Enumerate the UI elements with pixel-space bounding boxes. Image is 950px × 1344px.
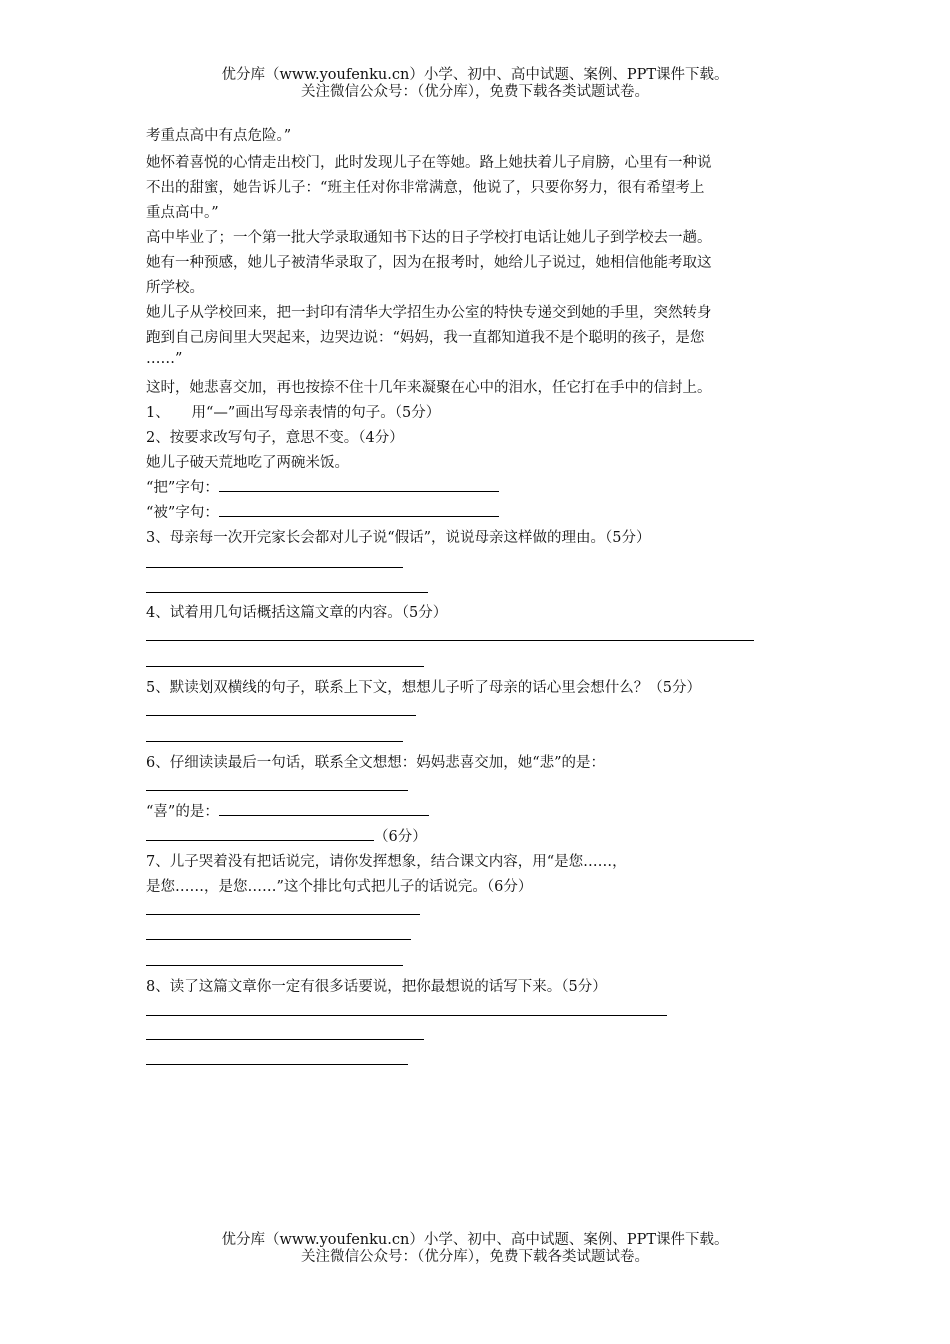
answer-line[interactable]	[146, 640, 754, 641]
bei-label: “被”字句：	[146, 505, 219, 521]
passage-line: 她怀着喜悦的心情走出校门，此时发现儿子在等她。路上她扶着儿子肩膀，心里有一种说	[146, 155, 712, 171]
answer-line[interactable]	[146, 1064, 408, 1065]
ba-answer-blank[interactable]	[219, 477, 499, 492]
footer-line-1: 优分库（www.youfenku.cn）小学、初中、高中试题、案例、PPT课件下载。	[221, 1232, 729, 1248]
footer-line-2: 关注微信公众号：（优分库），免费下载各类试题试卷。	[301, 1249, 649, 1265]
answer-line[interactable]	[146, 790, 408, 791]
passage-line: 不出的甜蜜，她告诉儿子：“班主任对你非常满意，他说了，只要你努力，很有希望考上	[146, 180, 705, 196]
answer-blank[interactable]	[146, 826, 374, 841]
header-line-1: 优分库（www.youfenku.cn）小学、初中、高中试题、案例、PPT课件下载。	[221, 67, 729, 83]
answer-line[interactable]	[146, 939, 411, 940]
question-1: 1、 用“—”画出写母亲表情的句子。（5分）	[146, 405, 441, 421]
question-7-line-2: 是您……，是您……”这个排比句式把儿子的话说完。（6分）	[146, 879, 533, 895]
xi-answer-blank[interactable]	[219, 801, 429, 816]
passage-line: 考重点高中有点危险。”	[146, 128, 292, 144]
bei-answer-blank[interactable]	[219, 502, 499, 517]
header-line-2: 关注微信公众号：（优分库），免费下载各类试题试卷。	[301, 84, 649, 100]
answer-line[interactable]	[146, 592, 428, 593]
ba-label: “把”字句：	[146, 480, 219, 496]
question-2-sentence: 她儿子破天荒地吃了两碗米饭。	[146, 455, 349, 471]
page-footer	[0, 1232, 950, 1266]
answer-line[interactable]	[146, 741, 403, 742]
answer-line[interactable]	[146, 715, 416, 716]
answer-line[interactable]	[146, 666, 424, 667]
q6-score: （6分）	[374, 829, 427, 845]
passage-line: 重点高中。”	[146, 205, 219, 221]
question-7-line-1: 7、儿子哭着没有把话说完，请你发挥想象，结合课文内容，用“是您……，	[146, 854, 627, 870]
page-header	[0, 67, 950, 101]
answer-line[interactable]	[146, 914, 420, 915]
passage-line: 她儿子从学校回来，把一封印有清华大学招生办公室的特快专递交到她的手里，突然转身	[146, 305, 712, 321]
passage-line: 跑到自己房间里大哭起来，边哭边说：“妈妈，我一直都知道我不是个聪明的孩子，是您	[146, 330, 705, 346]
question-2: 2、按要求改写句子，意思不变。（4分）	[146, 430, 404, 446]
answer-line[interactable]	[146, 965, 403, 966]
question-3: 3、母亲每一次开完家长会都对儿子说“假话”，说说母亲这样做的理由。（5分）	[146, 530, 651, 546]
xi-label: “喜”的是：	[146, 804, 219, 820]
question-4: 4、试着用几句话概括这篇文章的内容。（5分）	[146, 605, 448, 621]
question-6-score-row	[146, 825, 427, 846]
question-2-ba-row	[146, 476, 499, 497]
question-6: 6、仔细读读最后一句话，联系全文想想：妈妈悲喜交加，她“悲”的是：	[146, 755, 606, 771]
question-2-bei-row	[146, 501, 499, 522]
question-8: 8、读了这篇文章你一定有很多话要说，把你最想说的话写下来。（5分）	[146, 979, 607, 995]
passage-line: 这时，她悲喜交加，再也按捺不住十几年来凝聚在心中的泪水，任它打在手中的信封上。	[146, 380, 712, 396]
answer-line[interactable]	[146, 1039, 424, 1040]
passage-line: 高中毕业了；一个第一批大学录取通知书下达的日子学校打电话让她儿子到学校去一趟。	[146, 230, 712, 246]
answer-line[interactable]	[146, 567, 403, 568]
passage-line: 她有一种预感，她儿子被清华录取了，因为在报考时，她给儿子说过，她相信他能考取这	[146, 255, 712, 271]
question-5: 5、默读划双横线的句子，联系上下文，想想儿子听了母亲的话心里会想什么？（5分）	[146, 680, 701, 696]
passage-line: ……”	[146, 351, 183, 367]
answer-line[interactable]	[146, 1015, 667, 1016]
question-6-xi-row	[146, 800, 429, 821]
passage-line: 所学校。	[146, 280, 204, 296]
